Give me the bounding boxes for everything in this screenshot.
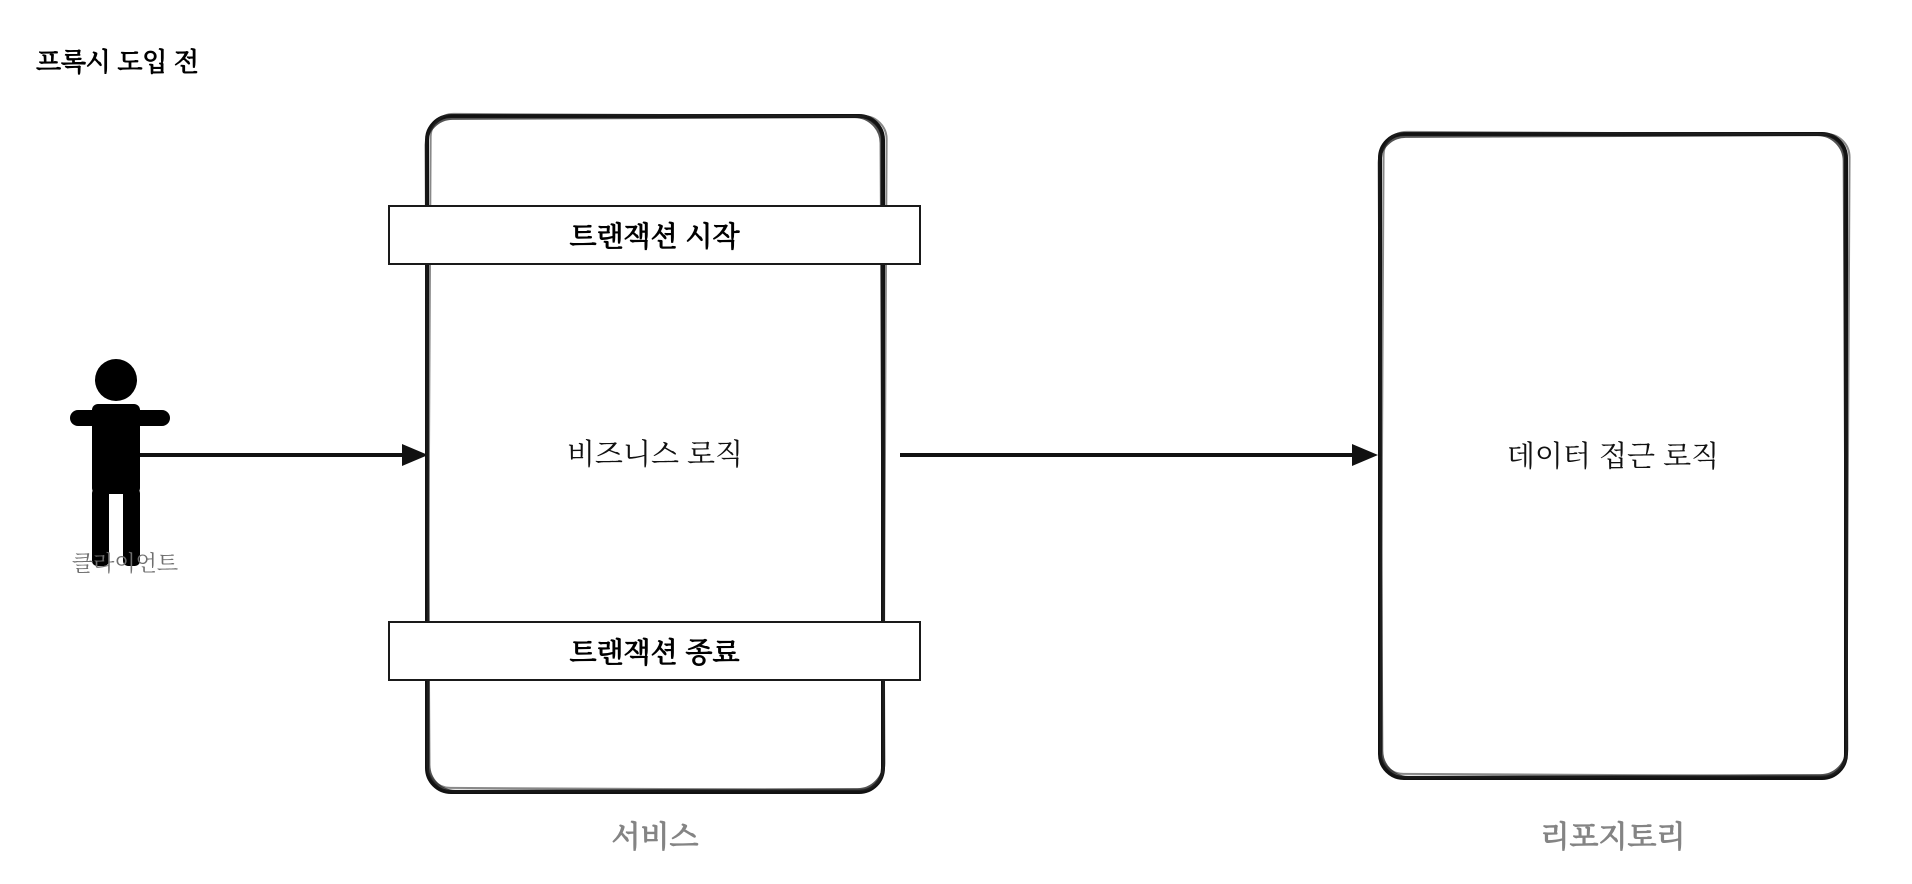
arrow-client-to-service [140,444,428,466]
service-caption: 서비스 [611,821,699,854]
transaction-end-bar: 트랜잭션 종료 [388,621,921,681]
client-label: 클라이언트 [71,551,179,576]
page-title: 프록시 도입 전 [36,47,199,77]
person-icon [70,359,170,566]
arrow-service-to-repository [900,444,1378,466]
repository-center-label: 데이터 접근 로직 [1506,441,1720,473]
transaction-start-bar: 트랜잭션 시작 [388,205,921,265]
repository-caption: 리포지토리 [1540,821,1686,854]
service-center-label: 비즈니스 로직 [566,439,744,471]
